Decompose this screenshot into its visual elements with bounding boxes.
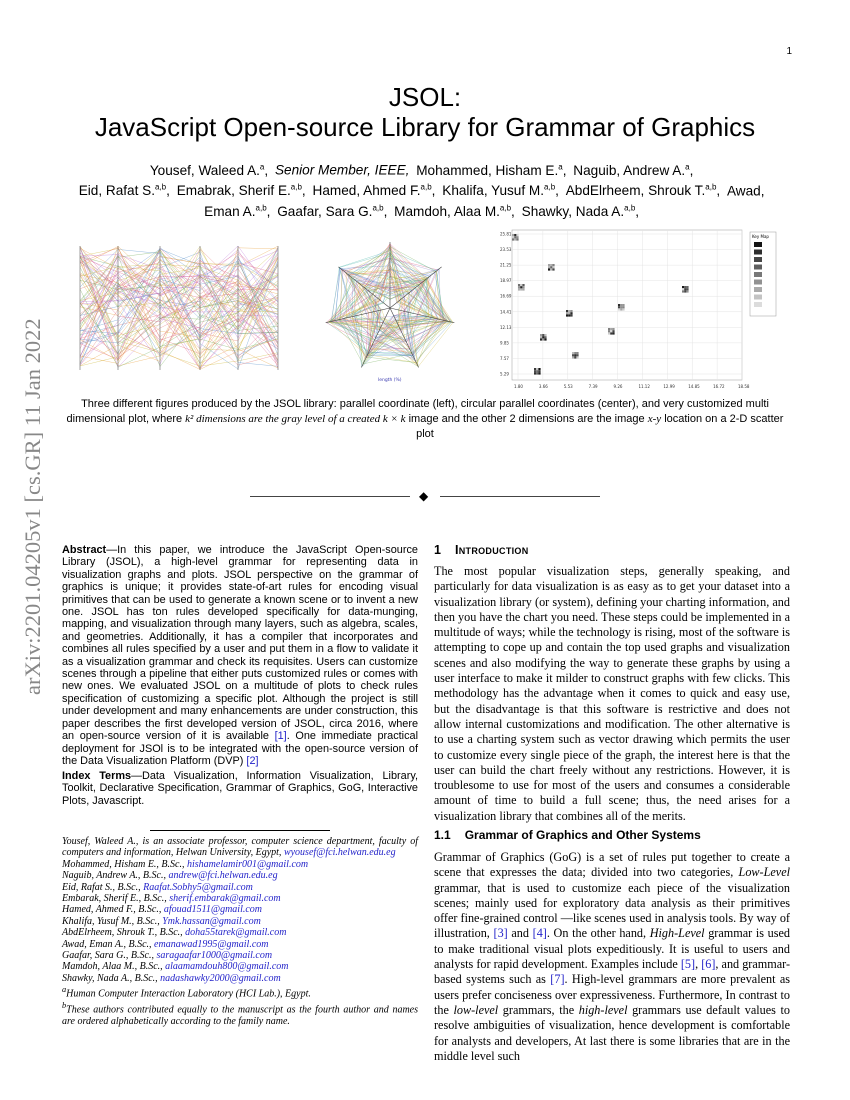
glyph-pixel: [550, 268, 552, 270]
footnote-rule: [150, 830, 330, 831]
glyph-pixel: [566, 312, 568, 314]
glyph-pixel: [512, 234, 514, 236]
author-name: Yousef, Waleed A.$^a$,: [149, 162, 269, 178]
footnote-member: Eid, Rafat S., B.Sc., Raafat.Sobhy5@gmail.com: [62, 881, 253, 893]
y-tick-label: 18.97: [500, 278, 512, 284]
glyph-pixel: [552, 264, 554, 266]
email-link[interactable]: sherif.embarak@gmail.com: [169, 893, 281, 905]
author-name: Senior Member, IEEE,: [274, 162, 410, 178]
center-axis-label: length (%): [378, 378, 402, 383]
glyph-pixel: [566, 310, 568, 312]
email-link[interactable]: afouad1511@gmail.com: [163, 904, 263, 916]
author-name: Eman A.$^{a,b}$,: [204, 203, 271, 219]
legend-swatch: [754, 250, 762, 255]
glyph-pixel: [522, 288, 524, 290]
y-tick-label: 9.85: [500, 340, 509, 346]
glyph-pixel: [618, 304, 620, 306]
glyph-pixel: [572, 354, 574, 356]
parallel-line: [80, 252, 278, 366]
footnote-member: AbdElrheem, Shrouk T., B.Sc., doha55tarek@gmail.com: [62, 927, 287, 939]
x-tick-label: 11.12: [638, 384, 650, 389]
glyph-pixel: [552, 266, 554, 268]
glyph-pixel: [520, 284, 522, 286]
image-glyph: [540, 334, 547, 341]
glyph-pixel: [536, 372, 538, 374]
glyph-pixel: [570, 312, 572, 314]
glyph-pixel: [612, 330, 614, 332]
arxiv-stamp: [12, 300, 52, 695]
citation-link[interactable]: [7]: [550, 972, 565, 987]
legend-swatch: [754, 287, 762, 292]
email-link[interactable]: Ymk.hassan@gmail.com: [162, 915, 261, 927]
image-glyph: [566, 310, 573, 317]
x-tick-label: 18.58: [738, 384, 750, 389]
glyph-pixel: [608, 332, 610, 334]
glyph-pixel: [516, 234, 518, 236]
section-1-text: The most popular visualization steps, generally speaking, and particularly for data visualization is as easy as to get your dataset into a visualization library (or system), defining your charting information, and then you have the chart you need. These steps could be implemented in a multitude of ways; while the technology is rising, most of the software is attempting to cope up and contain the top used graphs and visualization scenes and also modifying the way to generate these graphs by using a user interface to make it milder to construct graphs with few clicks. This methodology has the advantage when it comes to quick and easy use, but the disadvantage is that this software is restrictive and does not allow internal customizations and modification. The other alternative is to use a charting system such as vector drawing which permits the user to customize every single piece of the graph, the interest here is that the user can build the chart freely without any restrictions. However, it is troublesome to use for most of the users and consumes a considerable amount of time to build a full scene; thus, the need arises for a visualization library that combines all of the merits.: [434, 564, 790, 823]
legend-swatch: [754, 302, 762, 307]
citation-link[interactable]: [6]: [701, 957, 716, 972]
section-separator: ◆: [250, 489, 600, 503]
x-tick-label: 12.99: [663, 384, 675, 389]
glyph-pixel: [544, 338, 546, 340]
footnote-member: Hamed, Ahmed F., B.Sc., afouad1511@gmail.com: [62, 904, 263, 916]
glyph-pixel: [684, 288, 686, 290]
footnote-member: Awad, Eman A., B.Sc., emanawad1995@gmail.com: [62, 938, 269, 950]
author-name: Gaafar, Sara G.$^{a,b}$,: [277, 203, 388, 219]
image-glyph: [572, 352, 579, 359]
glyph-pixel: [544, 334, 546, 336]
image-glyph: [548, 264, 555, 271]
citation-link[interactable]: [4]: [532, 926, 547, 941]
glyph-pixel: [576, 354, 578, 356]
glyph-pixel: [540, 338, 542, 340]
glyph-pixel: [570, 310, 572, 312]
glyph-pixel: [542, 336, 544, 338]
email-link[interactable]: nadashawky2000@gmail.com: [160, 972, 281, 984]
image-glyph: [512, 234, 519, 241]
glyph-pixel: [542, 334, 544, 336]
glyph-pixel: [552, 268, 554, 270]
footnote-member: Naguib, Andrew A., B.Sc., andrew@fci.helwan.edu.eg: [62, 870, 278, 882]
x-tick-label: 9.26: [613, 384, 623, 389]
citation-link[interactable]: [2]: [246, 754, 259, 767]
glyph-pixel: [574, 356, 576, 358]
glyph-pixel: [514, 234, 516, 236]
customized-multidimensional-figure: [500, 226, 786, 392]
glyph-pixel: [686, 290, 688, 292]
glyph-pixel: [572, 356, 574, 358]
glyph-pixel: [610, 332, 612, 334]
glyph-pixel: [620, 308, 622, 310]
abstract: Abstract—In this paper, we introduce the JavaScript Open-source Library (JSOL), a high-level grammar for representing data in visualization graphs and plots. JSOL perspective on the grammar of graphics is unique; it provides state-of-art rules for encoding visual primitives that can be used to generate a known scene or to invent a new one. JSOL has ton rules developed specifically for data-munging, mapping, and visualization through many layers, such as algebra, scales, and geometries. Additionally, it has a compiler that incorporates and combines all rules specified by a user and put them in a flow to validate it as a visualization grammar and check its requisites. Users can customize scenes through a pipeline that either puts customized rules or comes with new ones. We evaluated JSOL on a multitude of plots to check rules specification of customizing a specific plot. Although the project is still under development and many enhancements are under construction, this paper describes the first developed version of JSOL, circa 2016, where an open-source version of it is available [1]. One immediate practical deployment for JSOl is to be integrated with the open-source version of the Data Visualization Platform (DVP) [2]: [62, 544, 419, 767]
index-terms: Index Terms—Data Visualization, Information Visualization, Library, Toolkit, Declarative Specification, Grammar of Graphics, GoG, Interactive Plots, Javascript.: [62, 770, 418, 807]
glyph-pixel: [686, 288, 688, 290]
glyph-pixel: [538, 372, 540, 374]
email-link[interactable]: andrew@fci.helwan.edu.eg: [168, 870, 278, 882]
glyph-pixel: [538, 368, 540, 370]
x-tick-label: 5.53: [563, 384, 573, 389]
email-link[interactable]: alaamamdouh800@gmail.com: [165, 961, 289, 973]
citation-link[interactable]: [3]: [493, 926, 508, 941]
circular-axis: [361, 308, 390, 367]
glyph-pixel: [548, 268, 550, 270]
footnote-member: Mohammed, Hisham E., B.Sc., hishamelamir001@gmail.com: [62, 858, 309, 870]
email-link[interactable]: hishamelamir001@gmail.com: [186, 858, 309, 870]
glyph-pixel: [518, 284, 520, 286]
glyph-pixel: [522, 286, 524, 288]
y-tick-label: 7.57: [500, 355, 509, 361]
glyph-pixel: [622, 304, 624, 306]
glyph-pixel: [516, 238, 518, 240]
glyph-pixel: [516, 236, 518, 238]
parallel-coordinate-figure: [60, 232, 300, 380]
figure-caption: Three different figures produced by the JSOL library: parallel coordinate (left), circular parallel coordinates (center), and very customized multi dimensional plot, where k² dimensions are the gray level of a created k × k image and the other 2 dimensions are the image x-y location on a 2-D scatter plot: [66, 398, 784, 440]
glyph-pixel: [612, 328, 614, 330]
author-name: Khalifa, Yusuf M.$^{a,b}$,: [442, 182, 559, 199]
legend-swatch: [754, 272, 762, 277]
author-line-3: [62, 199, 788, 220]
glyph-pixel: [568, 312, 570, 314]
parallel-line: [80, 248, 278, 370]
glyph-pixel: [572, 352, 574, 354]
y-tick-label: 14.41: [500, 309, 512, 315]
email-link[interactable]: Raafat.Sobhy5@gmail.com: [143, 881, 253, 893]
glyph-pixel: [514, 238, 516, 240]
author-name: Emabrak, Sherif E.$^{a,b}$,: [176, 182, 306, 199]
author-line-2: [62, 179, 788, 200]
footnote-first-author: Yousef, Waleed A., is an associate professor, computer science department, faculty of computers and information, Helwan University, Egypt, wyousef@fci.helwan.edu.eg: [62, 836, 418, 859]
x-tick-label: 1.80: [514, 384, 523, 389]
footnote-member: Khalifa, Yusuf M., B.Sc., Ymk.hassan@gmail.com: [62, 915, 261, 927]
legend-swatch: [754, 280, 762, 285]
glyph-pixel: [620, 306, 622, 308]
glyph-pixel: [608, 328, 610, 330]
citation-link[interactable]: [1]: [274, 730, 287, 743]
section-1-1-text: Grammar of Graphics (GoG) is a set of rules put together to create a scene that expresses the data; divided into two categories, Low-Level grammar, that is used to customize each piece of the visualization scenes; mainly used for exploratory data analysis as their primitives offer fine-grained control —like scenes used in analysis tools. By way of illustration, [3] and [4]. On the other hand, High-Level grammar is used to make traditional visual plots expeditiously. It is useful to users and analysts for rapid development. Examples include [5], [6], and grammar-based systems such as [7]. High-level grammars are more prevalent as users prefer conciseness over expressiveness. Furthermore, In contrast to the low-level grammars, the high-level grammars use default values to resolve ambiguities of visualization, hence development is comfortable for analysts and developers, At last there is some libraries that are in the middle level such: [434, 850, 791, 1063]
glyph-pixel: [566, 314, 568, 316]
image-glyph: [682, 286, 689, 293]
glyph-pixel: [520, 288, 522, 290]
glyph-pixel: [568, 314, 570, 316]
email-link[interactable]: emanawad1995@gmail.com: [154, 938, 269, 950]
author-name: Awad,: [726, 183, 765, 199]
email-link[interactable]: doha55tarek@gmail.com: [185, 927, 287, 939]
glyph-pixel: [512, 236, 514, 238]
glyph-pixel: [686, 286, 688, 288]
glyph-pixel: [574, 352, 576, 354]
glyph-pixel: [540, 334, 542, 336]
glyph-pixel: [622, 308, 624, 310]
y-tick-label: 16.69: [500, 293, 512, 299]
email-link[interactable]: wyousef@fci.helwan.edu.eg: [283, 847, 396, 859]
glyph-pixel: [550, 266, 552, 268]
glyph-pixel: [576, 356, 578, 358]
glyph-pixel: [520, 286, 522, 288]
y-tick-label: 21.25: [500, 262, 512, 268]
legend-swatch: [754, 265, 762, 270]
image-glyph: [534, 368, 541, 375]
title-line-1: JSOL:: [388, 82, 462, 112]
paper-title: [60, 82, 790, 142]
author-name: Shawky, Nada A.$^{a,b}$,: [521, 203, 640, 219]
glyph-pixel: [682, 286, 684, 288]
glyph-pixel: [684, 290, 686, 292]
title-line-2: JavaScript Open-source Library for Grammar of Graphics: [94, 112, 756, 142]
glyph-pixel: [548, 264, 550, 266]
glyph-pixel: [618, 308, 620, 310]
glyph-pixel: [548, 266, 550, 268]
citation-link[interactable]: [5]: [680, 957, 696, 972]
y-tick-label: 25.81: [500, 231, 512, 237]
footnote-member: Gaafar, Sara G., B.Sc., saragaafar1000@gmail.com: [62, 950, 273, 962]
legend-swatch: [754, 257, 762, 262]
glyph-pixel: [536, 370, 538, 372]
glyph-pixel: [610, 328, 612, 330]
glyph-pixel: [682, 290, 684, 292]
y-tick-label: 5.29: [500, 371, 509, 377]
legend-swatch: [754, 295, 762, 300]
legend-swatch: [754, 242, 762, 247]
glyph-pixel: [550, 264, 552, 266]
footnote-member: Embarak, Sherif E., B.Sc., sherif.embarak@gmail.com: [62, 893, 281, 905]
glyph-pixel: [618, 306, 620, 308]
email-link[interactable]: saragaafar1000@gmail.com: [156, 950, 273, 962]
glyph-pixel: [544, 336, 546, 338]
glyph-pixel: [684, 286, 686, 288]
author-name: AbdElrheem, Shrouk T.$^{a,b}$,: [565, 182, 721, 199]
glyph-pixel: [620, 304, 622, 306]
glyph-pixel: [610, 330, 612, 332]
x-tick-label: 14.85: [688, 384, 700, 389]
glyph-pixel: [576, 352, 578, 354]
footnote-a: $^a$Human Computer Interaction Laboratory (HCI Lab.), Egypt.: [62, 985, 311, 1000]
section-1-1-heading: 1.1 Grammar of Graphics and Other Systems: [434, 828, 701, 842]
glyph-pixel: [518, 288, 520, 290]
author-name: Mohammed, Hisham E.$^a$,: [416, 162, 567, 178]
glyph-pixel: [522, 284, 524, 286]
y-tick-label: 12.13: [500, 324, 512, 330]
image-glyph: [608, 328, 615, 335]
footnote-member: Shawky, Nada A., B.Sc., nadashawky2000@gmail.com: [62, 972, 281, 984]
author-name: Eid, Rafat S.$^{a,b}$,: [78, 182, 170, 199]
glyph-pixel: [574, 354, 576, 356]
footnote-b: $^b$These authors contributed equally to the manuscript as the fourth author and names are ordered alphabetically according to the family name.: [62, 1001, 418, 1027]
glyph-pixel: [514, 236, 516, 238]
glyph-pixel: [538, 370, 540, 372]
author-name: Hamed, Ahmed F.$^{a,b}$,: [312, 182, 436, 199]
glyph-pixel: [534, 370, 536, 372]
glyph-pixel: [568, 310, 570, 312]
author-name: Mamdoh, Alaa M.$^{a,b}$,: [394, 203, 515, 219]
glyph-pixel: [518, 286, 520, 288]
image-glyph: [518, 284, 525, 291]
glyph-pixel: [682, 288, 684, 290]
page-number: 1: [786, 46, 792, 57]
glyph-pixel: [608, 330, 610, 332]
x-tick-label: 7.39: [588, 384, 598, 389]
x-tick-label: 3.66: [538, 384, 548, 389]
glyph-pixel: [540, 336, 542, 338]
circular-parallel-coordinates-figure: [300, 232, 480, 384]
glyph-pixel: [534, 372, 536, 374]
y-tick-label: 23.53: [500, 247, 512, 253]
glyph-pixel: [534, 368, 536, 370]
legend-title: Key Map: [752, 234, 769, 239]
glyph-pixel: [542, 338, 544, 340]
glyph-pixel: [622, 306, 624, 308]
footnote-member: Mamdoh, Alaa M., B.Sc., alaamamdouh800@gmail.com: [62, 961, 289, 973]
image-glyph: [618, 304, 625, 311]
glyph-pixel: [536, 368, 538, 370]
x-tick-label: 16.72: [713, 384, 725, 389]
section-1-heading: 1 Introduction: [434, 543, 529, 557]
author-list: [62, 158, 788, 220]
author-name: Naguib, Andrew A.$^a$,: [573, 162, 694, 178]
glyph-pixel: [512, 238, 514, 240]
arxiv-id: arXiv:2201.04205v1 [cs.GR] 11 Jan 2022: [20, 318, 45, 695]
author-line-1: [62, 158, 788, 179]
author-footnotes: [62, 836, 418, 1027]
glyph-pixel: [612, 332, 614, 334]
glyph-pixel: [570, 314, 572, 316]
parallel-line: [80, 298, 278, 366]
